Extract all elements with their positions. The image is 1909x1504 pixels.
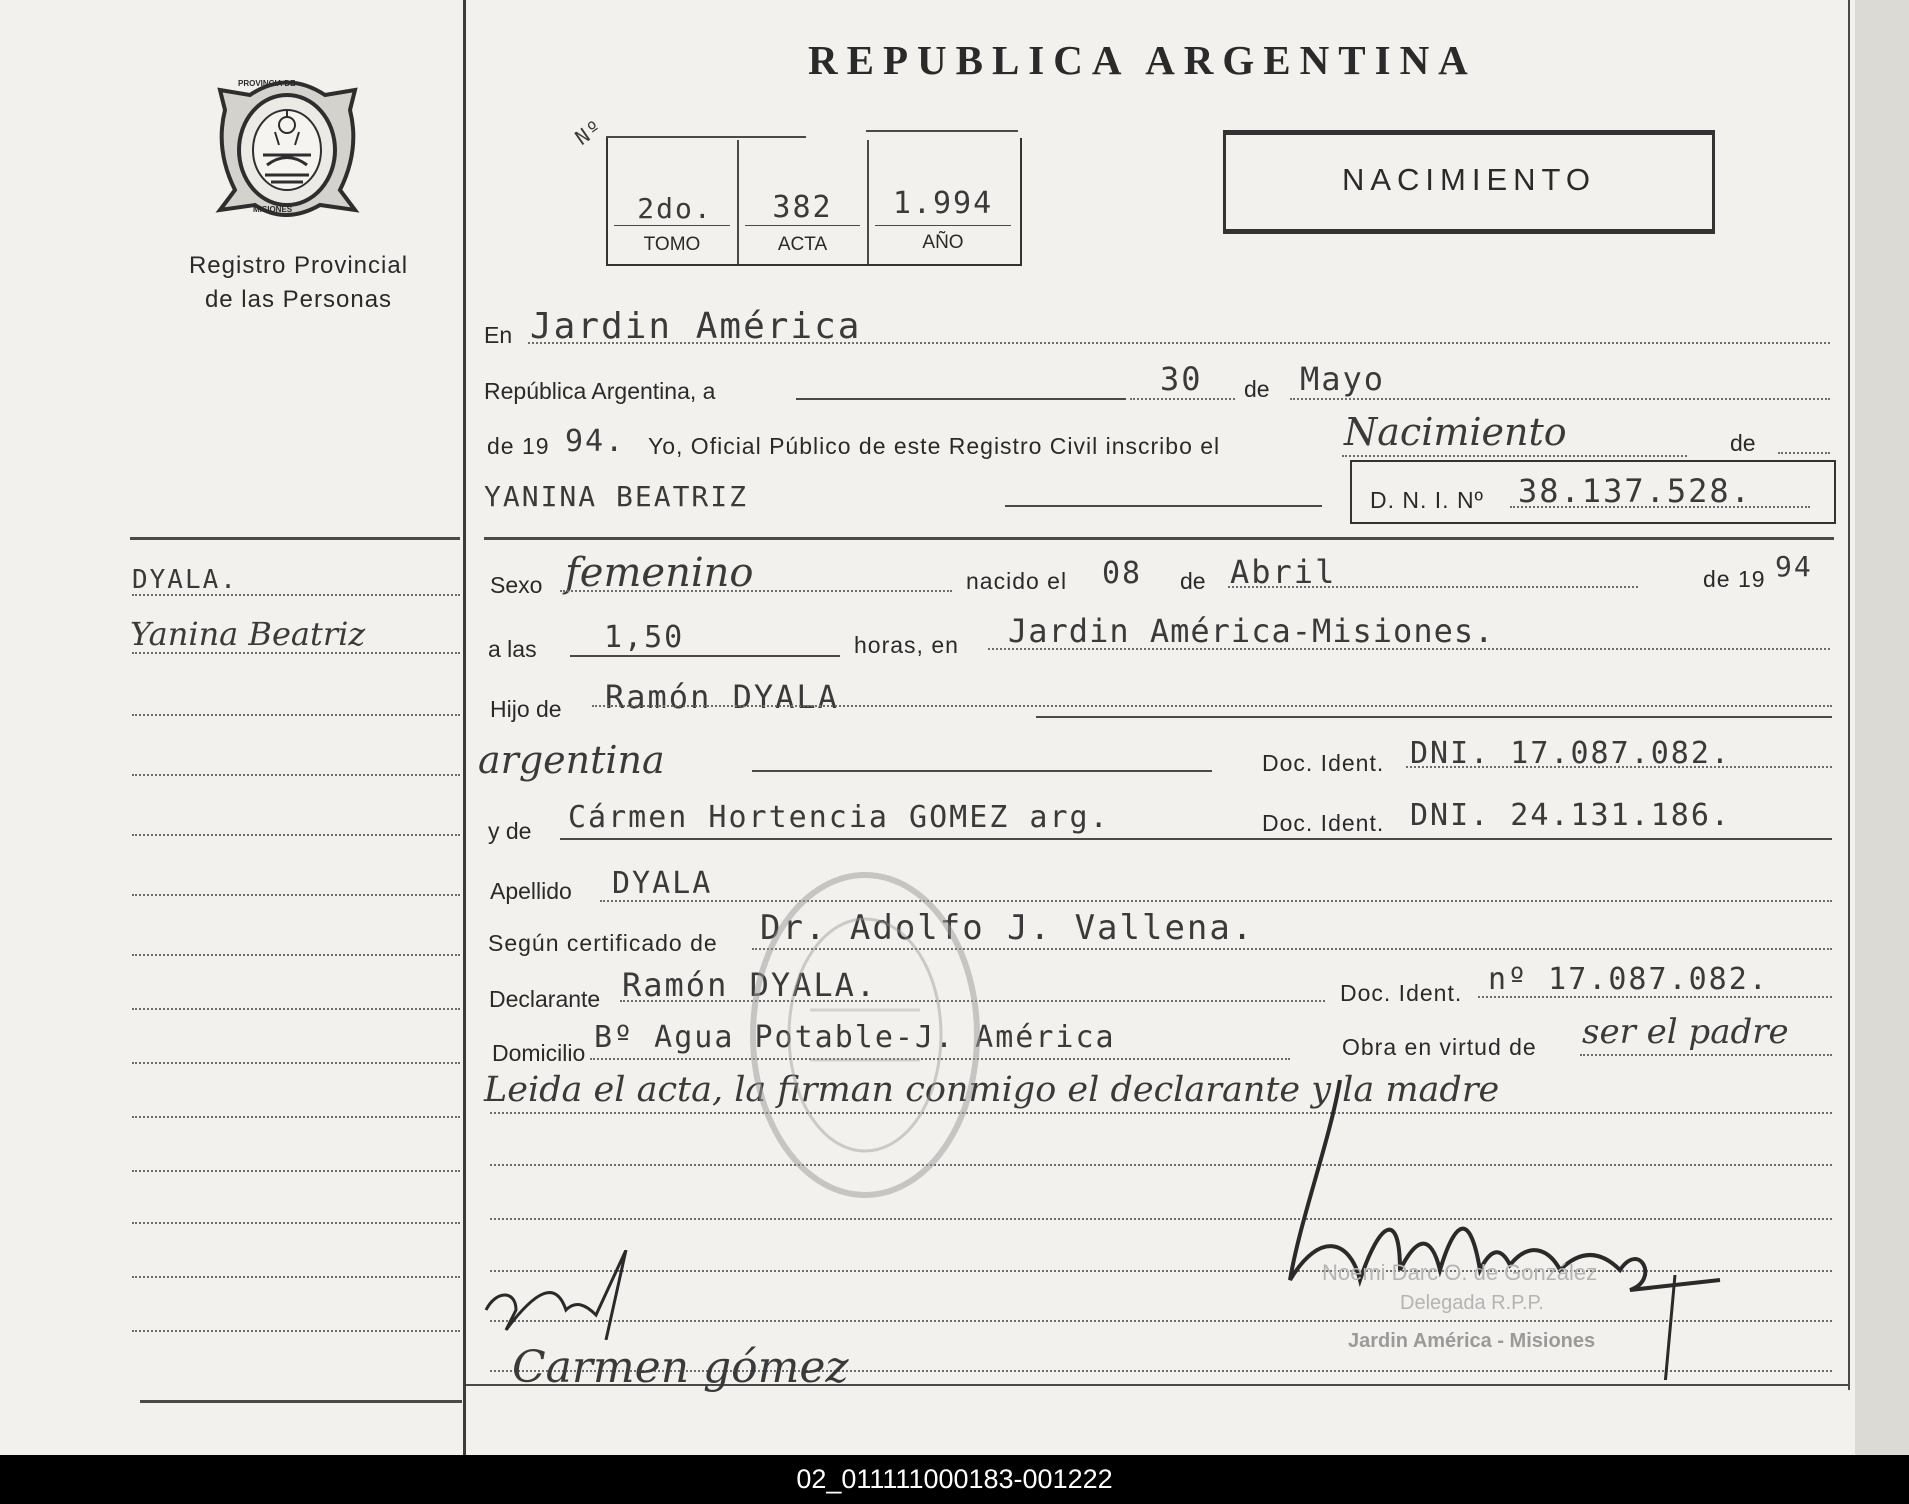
ano-label: AÑO	[922, 232, 964, 253]
father-nationality-value: argentina	[478, 738, 665, 782]
seal-bottom-text: MISIONES	[253, 205, 293, 214]
inscribo-value: Nacimiento	[1344, 410, 1567, 454]
doc2-label: Doc. Ident.	[1262, 810, 1385, 836]
child-name-value: YANINA BEATRIZ	[484, 480, 749, 513]
stub-line	[132, 1170, 460, 1172]
birth-day-value: 08	[1102, 556, 1143, 591]
registry-round-stamp-icon	[740, 860, 990, 1210]
year-prefix: de 19	[487, 433, 550, 459]
hour-value: 1,50	[604, 620, 685, 655]
box-divider	[737, 140, 739, 264]
place-line	[988, 648, 1830, 650]
domicilio-label: Domicilio	[492, 1040, 586, 1066]
stub-given-names: Yanina Beatriz	[130, 615, 366, 653]
republica-label: República Argentina, a	[484, 378, 716, 404]
nacido-label: nacido el	[966, 568, 1068, 594]
oficial-text: Yo, Oficial Público de este Registro Civil inscribo el	[648, 433, 1221, 459]
mother-signature: Carmen gómez	[512, 1342, 849, 1393]
tomo-value: 2do.	[637, 192, 713, 225]
a-las-label: a las	[488, 636, 537, 662]
en-value: Jardin América	[530, 306, 862, 347]
sexo-line	[560, 590, 952, 592]
doc3-value: nº 17.087.082.	[1488, 962, 1769, 997]
de-label: de	[1244, 376, 1270, 402]
name-line	[1005, 505, 1322, 507]
official-stamp-title: Delegada R.P.P.	[1400, 1292, 1544, 1314]
birth-month-value: Abril	[1230, 553, 1337, 591]
stub-line	[132, 1062, 460, 1064]
mother-line	[560, 838, 1832, 840]
stub-line	[132, 1116, 460, 1118]
declarante-value: Ramón DYALA.	[622, 966, 878, 1004]
official-stamp-name: Noemi Darc O. de González	[1322, 1260, 1598, 1285]
stub-top-rule	[130, 537, 460, 540]
y-de-label: y de	[488, 818, 532, 844]
box-top-rule-right	[866, 130, 1018, 132]
sexo-value: femenino	[565, 550, 754, 596]
domicilio-value: Bº Agua Potable-J. América	[594, 1020, 1116, 1055]
birth-year-prefix: de 19	[1703, 566, 1766, 592]
declarant-signature-icon	[476, 1250, 686, 1340]
scan-identifier-caption: 02_011111000183-001222	[0, 1455, 1909, 1504]
box-divider	[867, 140, 869, 264]
nationality-line	[752, 770, 1212, 772]
stub-line	[132, 1222, 460, 1224]
doc1-line	[1406, 766, 1832, 768]
apellido-label: Apellido	[490, 878, 572, 904]
father-line	[592, 705, 1832, 707]
closing-statement: Leida el acta, la firman conmigo el declarante y la madre	[484, 1070, 1500, 1110]
page-divider	[463, 0, 466, 1455]
ano-value: 1.994	[892, 186, 994, 221]
acta-label: ACTA	[777, 234, 828, 255]
de-line	[1778, 452, 1830, 454]
form-right-border	[1848, 0, 1850, 1390]
segun-label: Según certificado de	[488, 930, 718, 956]
doc3-line	[1478, 996, 1832, 998]
section-rule	[484, 537, 1834, 540]
stub-line	[132, 954, 460, 956]
dni-line	[1510, 506, 1810, 508]
birth-place-value: Jardin América-Misiones.	[1008, 612, 1495, 650]
stub-line	[132, 1276, 460, 1278]
birth-de-label: de	[1180, 568, 1206, 594]
segun-value: Dr. Adolfo J. Vallena.	[760, 908, 1255, 948]
box-top-rule-left	[606, 136, 806, 138]
birth-month-line	[1228, 586, 1638, 588]
inscribo-line	[1342, 455, 1687, 457]
stub-line	[132, 1008, 460, 1010]
next-page-edge	[1855, 0, 1909, 1455]
mother-value: Cármen Hortencia GOMEZ arg.	[568, 800, 1110, 835]
stub-line	[132, 594, 460, 596]
year-value: 94.	[565, 424, 626, 459]
day-line	[1130, 398, 1235, 400]
obra-line	[1580, 1054, 1832, 1056]
corner-mark: Nº	[570, 114, 608, 150]
stub-line	[132, 714, 460, 716]
en-line	[528, 342, 1830, 344]
seal-top-text: PROVINCIA DE	[238, 79, 296, 88]
record-type-title: NACIMIENTO	[1341, 162, 1597, 197]
en-label: En	[484, 322, 513, 348]
stub-line	[132, 1330, 460, 1332]
stub-line	[132, 834, 460, 836]
doc3-label: Doc. Ident.	[1340, 980, 1463, 1006]
horas-label: horas, en	[854, 632, 959, 658]
apellido-value: DYALA	[612, 866, 713, 901]
registry-name-line1: Registro Provincial	[188, 252, 409, 279]
ano-rule	[875, 225, 1011, 226]
hijo-label: Hijo de	[490, 696, 562, 722]
tomo-label: TOMO	[643, 234, 701, 255]
day-value: 30	[1160, 360, 1203, 398]
country-title: REPUBLICA ARGENTINA	[808, 37, 1477, 83]
declarante-label: Declarante	[489, 986, 601, 1012]
acta-value: 382	[772, 190, 833, 225]
official-stamp-place: Jardin América - Misiones	[1348, 1330, 1596, 1352]
de-label-2: de	[1730, 430, 1756, 456]
stub-surname: DYALA.	[132, 565, 238, 595]
doc1-value: DNI. 17.087.082.	[1410, 736, 1731, 771]
dni-value: 38.137.528.	[1518, 472, 1752, 510]
month-line	[1290, 398, 1830, 400]
stub-line	[132, 652, 460, 654]
father-value: Ramón DYALA	[605, 678, 839, 716]
stub-bottom-rule	[140, 1400, 462, 1403]
hour-line	[570, 655, 840, 657]
republica-line	[796, 398, 1126, 400]
birth-year-value: 94	[1775, 550, 1813, 583]
dni-label: D. N. I. Nº	[1370, 487, 1484, 513]
doc2-value: DNI. 24.131.186.	[1410, 798, 1731, 833]
stub-line	[132, 774, 460, 776]
sexo-label: Sexo	[490, 572, 543, 598]
obra-label: Obra en virtud de	[1342, 1034, 1537, 1060]
father-rule	[1036, 716, 1832, 718]
acta-rule	[745, 225, 860, 226]
stub-line	[132, 894, 460, 896]
tomo-rule	[614, 225, 730, 226]
month-value: Mayo	[1300, 360, 1386, 398]
registry-name-line2: de las Personas	[204, 286, 393, 313]
doc1-label: Doc. Ident.	[1262, 750, 1385, 776]
obra-value: ser el padre	[1582, 1012, 1789, 1052]
